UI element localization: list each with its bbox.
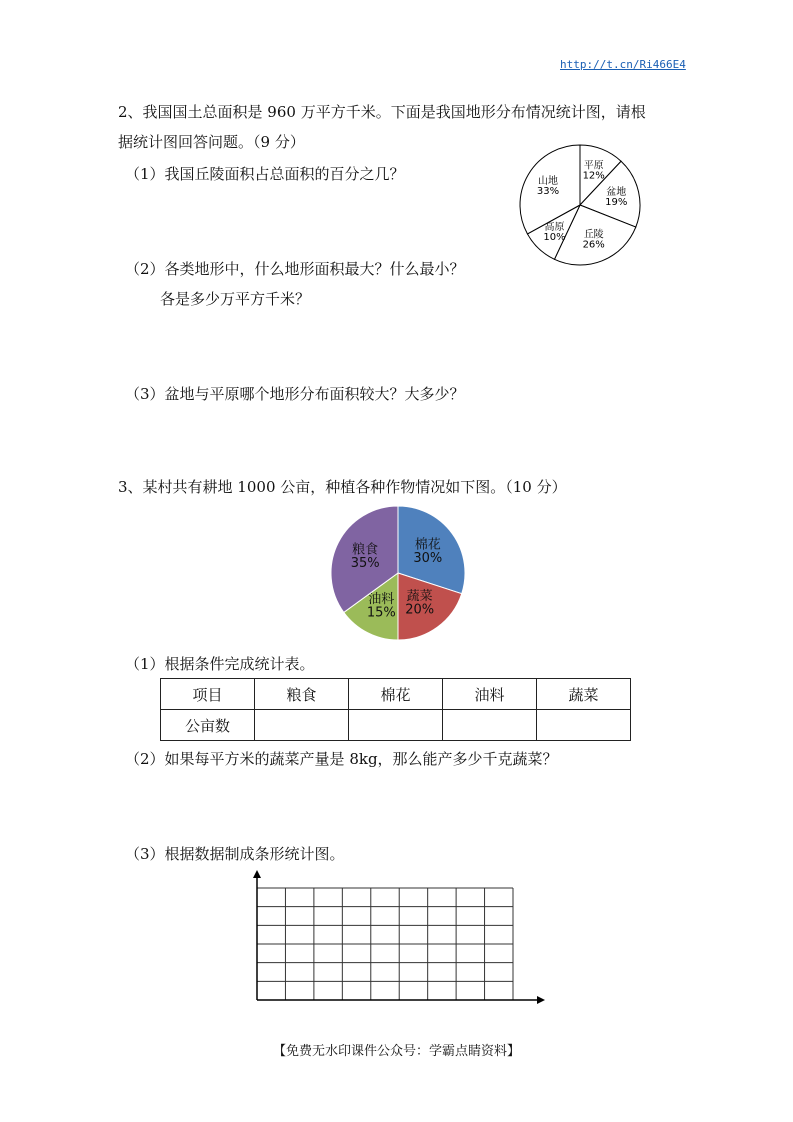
pie-slice-percent: 30% — [413, 551, 443, 567]
q2-sub1: （1）我国丘陵面积占总面积的百分之几？ — [125, 165, 405, 183]
pie-slice-percent: 20% — [405, 602, 435, 618]
q2-sub2-line1: （2）各类地形中，什么地形面积最大？什么最小？ — [125, 260, 465, 278]
pie-slice-label: 平原 — [583, 160, 604, 172]
table-header-cell: 项目 — [161, 679, 255, 710]
footer-text: 【免费无水印课件公众号：学霸点睛资料】 — [272, 1044, 520, 1059]
pie-slice-percent: 26% — [582, 239, 605, 251]
table-header-cell: 蔬菜 — [537, 679, 631, 710]
q2-title-line1: 2、我国国土总面积是 960 万平方千米。下面是我国地形分布情况统计图，请根 — [118, 103, 646, 121]
pie-slice-label: 盆地 — [606, 186, 627, 198]
q2-title-line2: 据统计图回答问题。（9 分） — [118, 133, 305, 151]
q2-sub2-line2: 各是多少万平方千米？ — [160, 290, 311, 308]
statistics-table — [160, 678, 631, 741]
table-header-cell: 棉花 — [349, 679, 443, 710]
table-answer-cell[interactable] — [443, 710, 537, 741]
empty-bar-chart-grid[interactable] — [245, 868, 550, 1010]
pie-slice-percent: 33% — [536, 186, 560, 198]
table-header-row — [161, 679, 631, 710]
terrain-pie-chart — [510, 140, 650, 270]
table-header-cell: 粮食 — [255, 679, 349, 710]
pie-slice-label: 棉花 — [414, 537, 441, 553]
header-url-link[interactable]: http://t.cn/Ri466E4 — [560, 58, 686, 71]
q3-sub2: （2）如果每平方米的蔬菜产量是 8kg，那么能产多少千克蔬菜？ — [125, 750, 558, 768]
pie-slice-label: 高原 — [544, 222, 565, 234]
pie-slice-label: 油料 — [368, 591, 395, 607]
pie-slice-percent: 10% — [543, 232, 566, 244]
pie-slice-percent: 15% — [366, 605, 396, 621]
q2-sub3: （3）盆地与平原哪个地形分布面积较大？大多少？ — [125, 385, 465, 403]
table-answer-cell[interactable] — [255, 710, 349, 741]
pie-slice-label: 粮食 — [352, 542, 379, 558]
q3-sub3: （3）根据数据制成条形统计图。 — [125, 845, 345, 863]
y-axis-arrow-icon — [253, 870, 261, 878]
crop-pie-chart — [320, 500, 480, 650]
q3-title: 3、某村共有耕地 1000 公亩，种植各种作物情况如下图。（10 分） — [118, 478, 567, 496]
pie-slice-label: 蔬菜 — [406, 588, 433, 604]
table-row — [161, 710, 631, 741]
q3-sub1: （1）根据条件完成统计表。 — [125, 655, 315, 673]
table-header-cell: 油料 — [443, 679, 537, 710]
table-answer-cell[interactable] — [537, 710, 631, 741]
pie-slice-percent: 35% — [350, 556, 380, 572]
pie-slice-label: 丘陵 — [583, 229, 604, 241]
table-answer-cell[interactable] — [349, 710, 443, 741]
pie-slice-percent: 12% — [582, 170, 605, 182]
pie-slice-percent: 19% — [605, 196, 628, 208]
table-row-label: 公亩数 — [161, 710, 255, 741]
pie-slice-label: 山地 — [537, 176, 558, 188]
x-axis-arrow-icon — [537, 996, 545, 1004]
